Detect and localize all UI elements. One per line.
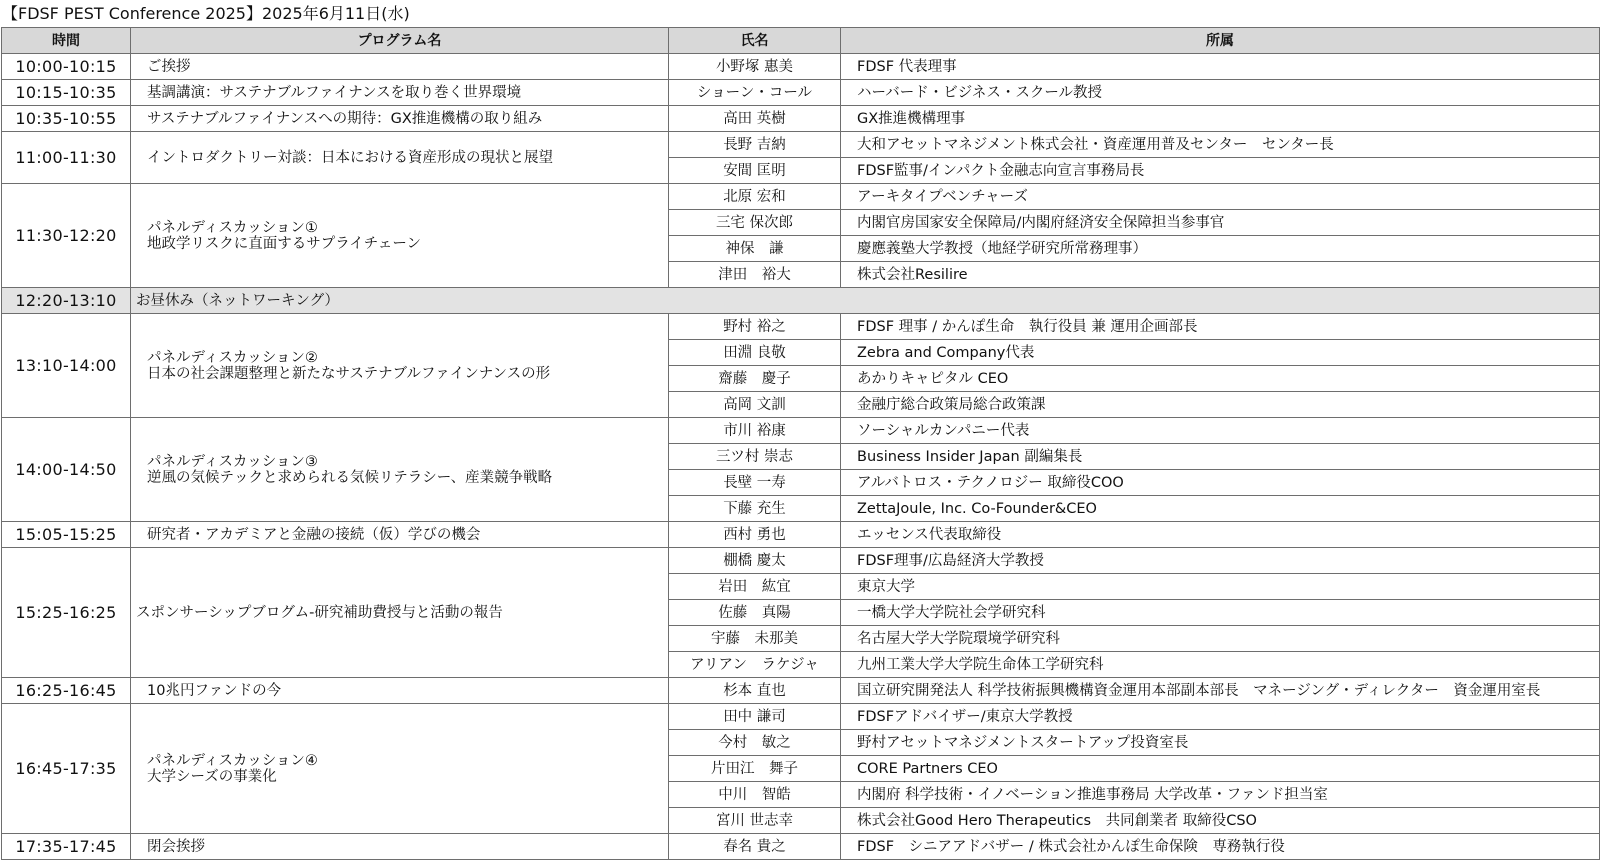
speaker-affiliation: アルバトロス・テクノロジー 取締役COO — [841, 470, 1600, 496]
session-row — [2, 106, 1600, 132]
speaker-affiliation: 内閣官房国家安全保障局/内閣府経済安全保障担当参事官 — [841, 210, 1600, 236]
speaker-name: 神保 謙 — [669, 236, 841, 262]
session-row — [2, 678, 1600, 704]
speaker-affiliation: Zebra and Company代表 — [841, 340, 1600, 366]
session-time: 16:25-16:45 — [2, 678, 131, 704]
page-title: 【FDSF PEST Conference 2025】2025年6月11日(水) — [2, 4, 410, 23]
program-line: お昼休み（ネットワーキング） — [136, 292, 339, 309]
speaker-affiliation: FDSF 理事 / かんぽ生命 執行役員 兼 運用企画部長 — [841, 314, 1600, 340]
speaker-name: 杉本 直也 — [669, 678, 841, 704]
column-header-time: 時間 — [2, 28, 131, 54]
program-line: 逆風の気候テックと求められる気候リテラシー、産業競争戦略 — [147, 469, 553, 486]
speaker-affiliation: FDSFアドバイザー/東京大学教授 — [841, 704, 1600, 730]
speaker-name: 野村 裕之 — [669, 314, 841, 340]
session-program — [131, 132, 669, 184]
schedule-body — [2, 54, 1600, 860]
speaker-name: 中川 智皓 — [669, 782, 841, 808]
program-line: 基調講演：サステナブルファイナンスを取り巻く世界環境 — [147, 84, 522, 101]
session-time: 15:05-15:25 — [2, 522, 131, 548]
session-row — [2, 418, 1600, 444]
session-time: 17:35-17:45 — [2, 834, 131, 860]
speaker-name: 高田 英樹 — [669, 106, 841, 132]
speaker-name: 佐藤 真陽 — [669, 600, 841, 626]
speaker-name: 田中 謙司 — [669, 704, 841, 730]
speaker-affiliation: CORE Partners CEO — [841, 756, 1600, 782]
schedule-table — [1, 27, 1600, 860]
session-program — [131, 678, 669, 704]
program-line: 大学シーズの事業化 — [147, 768, 277, 785]
speaker-name: 今村 敏之 — [669, 730, 841, 756]
program-line: 地政学リスクに直面するサプライチェーン — [147, 235, 422, 252]
speaker-name: 下藤 充生 — [669, 496, 841, 522]
speaker-name: 春名 貴之 — [669, 834, 841, 860]
speaker-name: 長野 吉納 — [669, 132, 841, 158]
session-program — [131, 288, 1600, 314]
speaker-affiliation: GX推進機構理事 — [841, 106, 1600, 132]
speaker-name: 高岡 文訓 — [669, 392, 841, 418]
program-line: スポンサーシップブログム-研究補助費授与と活動の報告 — [136, 604, 503, 621]
session-program — [131, 834, 669, 860]
session-row — [2, 80, 1600, 106]
session-time: 10:15-10:35 — [2, 80, 131, 106]
speaker-name: 小野塚 惠美 — [669, 54, 841, 80]
speaker-name: 宇藤 未那美 — [669, 626, 841, 652]
column-header-program: プログラム名 — [131, 28, 669, 54]
program-line: サステナブルファイナンスへの期待：GX推進機構の取り組み — [147, 110, 543, 127]
speaker-affiliation: 国立研究開発法人 科学技術振興機構資金運用本部副本部長 マネージング・ディレクター 資金運用室長 — [841, 678, 1600, 704]
program-line: パネルディスカッション① — [147, 219, 318, 236]
speaker-name: 市川 裕康 — [669, 418, 841, 444]
speaker-affiliation: FDSF理事/広島経済大学教授 — [841, 548, 1600, 574]
program-line: イントロダクトリー対談：日本における資産形成の現状と展望 — [147, 149, 553, 166]
speaker-affiliation: 内閣府 科学技術・イノベーション推進事務局 大学改革・ファンド担当室 — [841, 782, 1600, 808]
speaker-name: 安間 匡明 — [669, 158, 841, 184]
session-row — [2, 184, 1600, 210]
session-time: 12:20-13:10 — [2, 288, 131, 314]
session-program — [131, 54, 669, 80]
speaker-name: 北原 宏和 — [669, 184, 841, 210]
speaker-affiliation: 大和アセットマネジメント株式会社・資産運用普及センター センター長 — [841, 132, 1600, 158]
session-time: 13:10-14:00 — [2, 314, 131, 418]
speaker-name: 齋藤 慶子 — [669, 366, 841, 392]
speaker-affiliation: Business Insider Japan 副編集長 — [841, 444, 1600, 470]
speaker-affiliation: 名古屋大学大学院環境学研究科 — [841, 626, 1600, 652]
speaker-name: 宮川 世志幸 — [669, 808, 841, 834]
session-program — [131, 314, 669, 418]
session-program — [131, 418, 669, 522]
program-line: 閉会挨拶 — [147, 838, 205, 855]
session-program — [131, 522, 669, 548]
speaker-affiliation: エッセンス代表取締役 — [841, 522, 1600, 548]
column-header-affiliation: 所属 — [841, 28, 1600, 54]
session-program — [131, 548, 669, 678]
session-time: 14:00-14:50 — [2, 418, 131, 522]
speaker-affiliation: FDSF監事/インパクト金融志向宣言事務局長 — [841, 158, 1600, 184]
speaker-affiliation: 九州工業大学大学院生命体工学研究科 — [841, 652, 1600, 678]
session-row — [2, 522, 1600, 548]
session-row — [2, 314, 1600, 340]
session-program — [131, 184, 669, 288]
speaker-name: 田淵 良敬 — [669, 340, 841, 366]
session-time: 10:00-10:15 — [2, 54, 131, 80]
speaker-name: ショーン・コール — [669, 80, 841, 106]
speaker-name: 長壁 一寿 — [669, 470, 841, 496]
program-line: 10兆円ファンドの今 — [147, 682, 282, 699]
speaker-name: 岩田 紘宜 — [669, 574, 841, 600]
speaker-affiliation: あかりキャピタル CEO — [841, 366, 1600, 392]
speaker-name: アリアン ラケジャ — [669, 652, 841, 678]
break-row — [2, 288, 1600, 314]
speaker-name: 片田江 舞子 — [669, 756, 841, 782]
speaker-affiliation: 一橋大学大学院社会学研究科 — [841, 600, 1600, 626]
session-time: 16:45-17:35 — [2, 704, 131, 834]
session-time: 10:35-10:55 — [2, 106, 131, 132]
speaker-affiliation: 慶應義塾大学教授（地経学研究所常務理事） — [841, 236, 1600, 262]
session-time: 11:30-12:20 — [2, 184, 131, 288]
header-row — [2, 28, 1600, 54]
speaker-affiliation: 株式会社Resilire — [841, 262, 1600, 288]
speaker-affiliation: FDSF シニアアドバザー / 株式会社かんぽ生命保険 専務執行役 — [841, 834, 1600, 860]
session-time: 11:00-11:30 — [2, 132, 131, 184]
speaker-affiliation: 株式会社Good Hero Therapeutics 共同創業者 取締役CSO — [841, 808, 1600, 834]
speaker-affiliation: ハーバード・ビジネス・スクール教授 — [841, 80, 1600, 106]
session-row — [2, 132, 1600, 158]
speaker-name: 津田 裕大 — [669, 262, 841, 288]
session-row — [2, 548, 1600, 574]
session-row — [2, 54, 1600, 80]
program-line: パネルディスカッション③ — [147, 453, 318, 470]
session-row — [2, 704, 1600, 730]
program-line: 日本の社会課題整理と新たなサステナブルファインナンスの形 — [147, 365, 551, 382]
program-line: パネルディスカッション② — [147, 349, 318, 366]
session-program — [131, 704, 669, 834]
program-line: ご挨拶 — [147, 58, 191, 75]
speaker-name: 三宅 保次郎 — [669, 210, 841, 236]
session-program — [131, 106, 669, 132]
program-line: 研究者・アカデミアと金融の接続（仮）学びの機会 — [147, 526, 481, 543]
speaker-affiliation: ソーシャルカンパニー代表 — [841, 418, 1600, 444]
speaker-name: 西村 勇也 — [669, 522, 841, 548]
speaker-name: 棚橋 慶太 — [669, 548, 841, 574]
speaker-affiliation: 金融庁総合政策局総合政策課 — [841, 392, 1600, 418]
speaker-name: 三ツ村 崇志 — [669, 444, 841, 470]
session-time: 15:25-16:25 — [2, 548, 131, 678]
speaker-affiliation: アーキタイプベンチャーズ — [841, 184, 1600, 210]
speaker-affiliation: FDSF 代表理事 — [841, 54, 1600, 80]
speaker-affiliation: 野村アセットマネジメントスタートアップ投資室長 — [841, 730, 1600, 756]
program-line: パネルディスカッション④ — [147, 752, 318, 769]
session-row — [2, 834, 1600, 860]
speaker-affiliation: ZettaJoule, Inc. Co-Founder&CEO — [841, 496, 1600, 522]
session-program — [131, 80, 669, 106]
speaker-affiliation: 東京大学 — [841, 574, 1600, 600]
column-header-name: 氏名 — [669, 28, 841, 54]
